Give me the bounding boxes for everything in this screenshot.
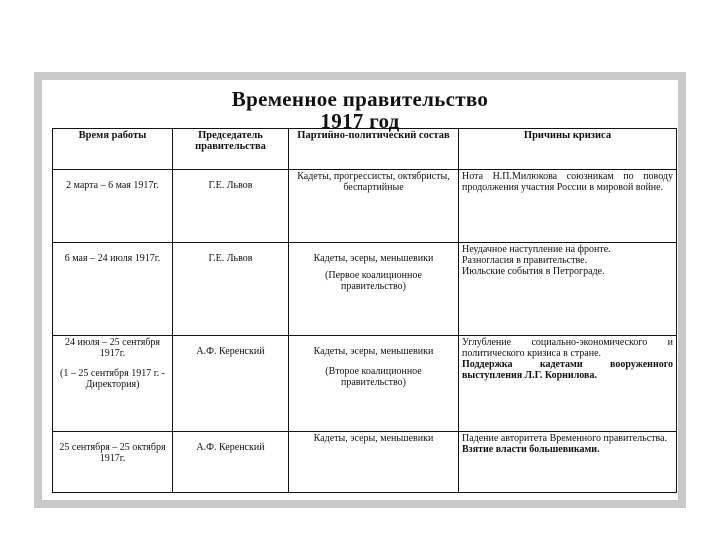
row-4-period [53, 432, 173, 493]
row-3-composition-note: (Второе коалиционное правительство) [325, 365, 422, 388]
row-1-reasons-text: Нота Н.П.Милюкова союзникам по поводу продолжения участия России в мировой войне. [462, 171, 673, 194]
row-4-composition-text: Кадеты, эсеры, меньшевики [313, 433, 434, 445]
row-4-chairman-text: А.Ф. Керенский [196, 442, 265, 454]
title-line-1: Временное правительство [231, 87, 489, 111]
row-1-period [53, 170, 173, 243]
row-3-reasons [459, 335, 677, 432]
row-1-period-text: 2 марта – 6 мая 1917г. [66, 180, 159, 192]
row-2-reasons [459, 242, 677, 335]
row-4-period-text: 25 сентября – 25 октября 1917г. [59, 442, 166, 465]
row-3-period-text: 24 июля – 25 сентября 1917г. [64, 336, 161, 359]
row-4-chairman [173, 432, 289, 493]
title-line-2: 1917 год [320, 109, 400, 133]
row-3-period [53, 335, 173, 432]
row-2-composition-note: (Первое коалиционное правительство) [325, 269, 422, 292]
table-row [53, 335, 677, 432]
table-row [53, 242, 677, 335]
row-2-composition [289, 242, 459, 335]
row-4-reason-1: Падение авторитета Временного правительства. [462, 433, 668, 445]
row-3-composition [289, 335, 459, 432]
row-4-composition [289, 432, 459, 493]
row-1-chairman-text: Г.Е. Львов [208, 180, 253, 192]
row-1-composition-text: Кадеты, прогрессисты, октябристы, беспартийные [297, 171, 450, 194]
row-2-period [53, 242, 173, 335]
row-4-reasons [459, 432, 677, 493]
slide-title [42, 88, 678, 132]
row-2-period-text: 6 мая – 24 июля 1917г. [64, 252, 161, 264]
row-4-reason-2: Взятие власти большевиками. [462, 444, 600, 456]
government-table [52, 128, 677, 493]
row-3-reason-1: Углубление социально-экономического и политического кризиса в стране. [462, 336, 673, 359]
header-reasons: Причины кризиса [459, 129, 677, 170]
row-1-reasons [459, 170, 677, 243]
header-period: Время работы [53, 129, 173, 170]
row-3-chairman [173, 335, 289, 432]
row-1-composition [289, 170, 459, 243]
row-3-period-note: (1 – 25 сентября 1917 г. - Директория) [59, 367, 165, 390]
row-3-composition-text: Кадеты, эсеры, меньшевики [313, 345, 434, 357]
row-3-chairman-text: А.Ф. Керенский [196, 345, 265, 357]
row-2-reason-1: Неудачное наступление на фронте. [462, 243, 611, 255]
row-2-composition-text: Кадеты, эсеры, меньшевики [313, 252, 434, 264]
row-2-chairman [173, 242, 289, 335]
row-3-reason-2: Поддержка кадетами вооруженного выступления Л.Г. Корнилова. [462, 358, 673, 381]
table-row [53, 432, 677, 493]
slide-page [42, 80, 678, 500]
slide-frame [34, 72, 686, 508]
header-chairman: Председатель правительства [173, 129, 289, 170]
row-1-chairman [173, 170, 289, 243]
row-2-reason-2: Разногласия в правительстве. [462, 254, 588, 266]
table-header-row [53, 129, 677, 170]
row-2-reason-3: Июльские события в Петрограде. [462, 265, 605, 277]
row-2-chairman-text: Г.Е. Львов [208, 252, 253, 264]
table-row [53, 170, 677, 243]
header-composition: Партийно-политический состав [289, 129, 459, 170]
